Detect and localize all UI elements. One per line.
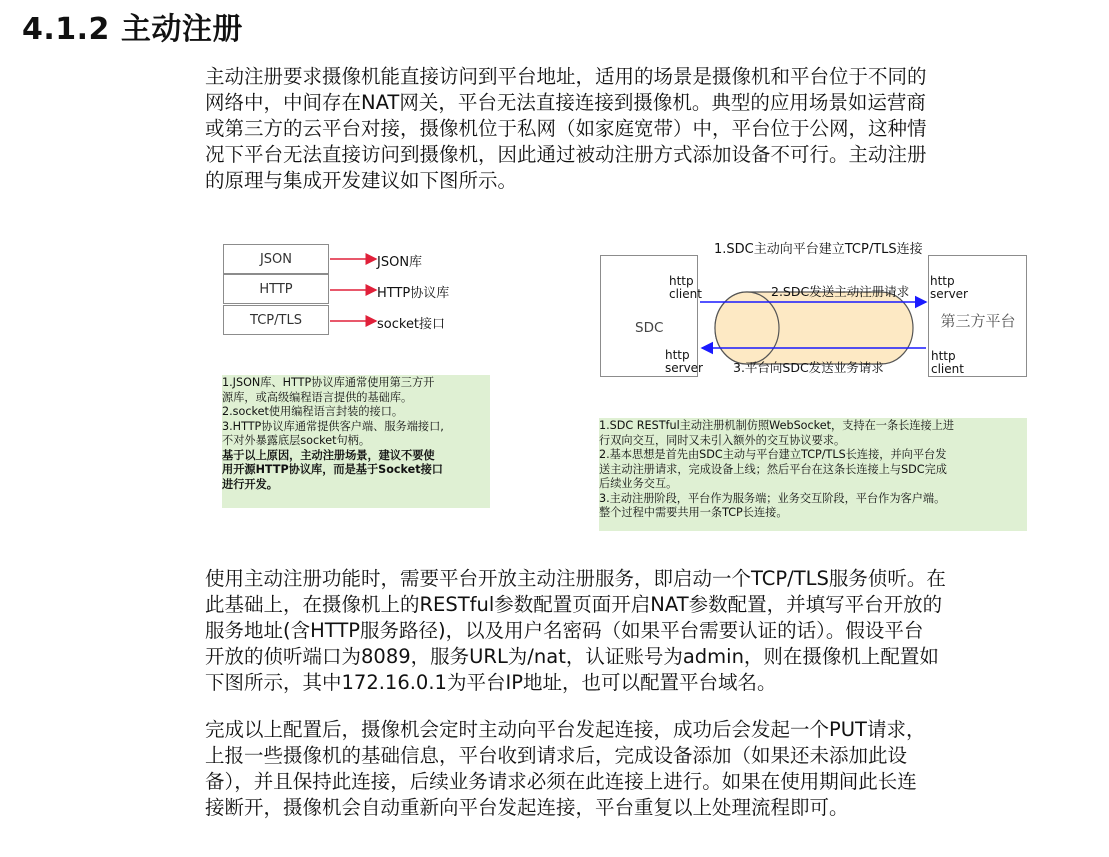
note-line: 2.基本思想是首先由SDC主动与平台建立TCP/TLS长连接，并向平台发 <box>599 448 947 461</box>
note-bold-line: 进行开发。 <box>222 477 278 491</box>
note-line: 2.socket使用编程语言封装的接口。 <box>222 405 404 418</box>
intro-line: 网络中，中间存在NAT网关，平台无法直接连接到摄像机。典型的应用场景如运营商 <box>205 91 926 114</box>
role-line: http <box>665 348 690 362</box>
paragraph-line: 接断开，摄像机会自动重新向平台发起连接，平台重复以上处理流程即可。 <box>205 796 849 819</box>
note-line: 整个过程中需要共用一条TCP长连接。 <box>599 506 788 519</box>
intro-line: 或第三方的云平台对接，摄像机位于私网（如家庭宽带）中，平台位于公网，这种情 <box>205 117 927 140</box>
note-bold-line: 基于以上原因，主动注册场景，建议不要使 <box>222 448 435 462</box>
note-line: 后续业务交互。 <box>599 477 678 490</box>
note-line: 行双向交互，同时又未引入额外的交互协议要求。 <box>599 433 846 447</box>
note-line: 3.主动注册阶段，平台作为服务端；业务交互阶段，平台作为客户端。 <box>599 491 946 505</box>
library-label-json: JSON库 <box>377 255 423 270</box>
config-paragraph <box>205 566 1055 696</box>
role-line: server <box>665 361 703 375</box>
step2-label: 2.SDC发送主动注册请求 <box>771 284 910 299</box>
paragraph-line: 下图所示，其中172.16.0.1为平台IP地址，也可以配置平台域名。 <box>205 671 777 694</box>
note-line: 3.HTTP协议库通常提供客户端、服务端接口, <box>222 419 444 433</box>
role-line: client <box>669 287 702 301</box>
section-heading: 4.1.2 主动注册 <box>22 12 243 47</box>
platform-label: 第三方平台 <box>940 312 1016 330</box>
sdc-bottom-role <box>665 349 703 375</box>
intro-line: 主动注册要求摄像机能直接访问到平台地址，适用的场景是摄像机和平台位于不同的 <box>205 65 927 88</box>
intro-line: 的原理与集成开发建议如下图所示。 <box>205 169 518 192</box>
sdc-top-role <box>669 275 702 301</box>
platform-top-role <box>930 275 968 301</box>
stack-layer-tcp: TCP/TLS <box>223 305 329 335</box>
paragraph-line: 上报一些摄像机的基础信息，平台收到请求后，完成设备添加（如果还未添加此设 <box>205 744 908 767</box>
process-paragraph <box>205 717 1055 821</box>
step1-label: 1.SDC主动向平台建立TCP/TLS连接 <box>714 242 923 257</box>
paragraph-line: 此基础上，在摄像机上的RESTful参数配置页面开启NAT参数配置，并填写平台开放的 <box>205 593 943 616</box>
note-line: 不对外暴露底层socket句柄。 <box>222 434 371 447</box>
note-line: 1.JSON库、HTTP协议库通常使用第三方开 <box>222 376 435 389</box>
platform-bottom-role <box>931 350 964 376</box>
paragraph-line: 完成以上配置后，摄像机会定时主动向平台发起连接，成功后会发起一个PUT请求， <box>205 718 926 741</box>
stack-layer-http: HTTP <box>223 274 329 304</box>
role-line: http <box>669 274 694 288</box>
role-line: client <box>931 362 964 376</box>
intro-line: 况下平台无法直接访问到摄像机，因此通过被动注册方式添加设备不可行。主动注册 <box>205 143 927 166</box>
role-line: http <box>930 274 955 288</box>
library-label-socket: socket接口 <box>377 317 446 332</box>
step3-label: 3.平台向SDC发送业务请求 <box>733 360 884 375</box>
right-note <box>599 418 1027 531</box>
paragraph-line: 服务地址(含HTTP服务路径)，以及用户名密码（如果平台需要认证的话）。假设平台 <box>205 619 924 642</box>
note-line: 1.SDC RESTful主动注册机制仿照WebSocket，支持在一条长连接上进 <box>599 419 955 432</box>
paragraph-line: 备），并且保持此连接，后续业务请求必须在此连接上进行。如果在使用期间此长连 <box>205 770 917 793</box>
role-line: http <box>931 349 956 363</box>
stack-layer-json: JSON <box>223 244 329 274</box>
library-label-http: HTTP协议库 <box>377 286 450 301</box>
note-line: 源库，或高级编程语言提供的基础库。 <box>222 390 413 404</box>
sdc-label: SDC <box>635 320 664 336</box>
paragraph-line: 开放的侦听端口为8089，服务URL为/nat，认证账号为admin，则在摄像机上配置如 <box>205 645 939 668</box>
note-line: 送主动注册请求，完成设备上线；然后平台在这条长连接上与SDC完成 <box>599 462 947 476</box>
paragraph-line: 使用主动注册功能时，需要平台开放主动注册服务，即启动一个TCP/TLS服务侦听。在 <box>205 567 946 590</box>
note-bold-line: 用开源HTTP协议库，而是基于Socket接口 <box>222 463 443 476</box>
role-line: server <box>930 287 968 301</box>
